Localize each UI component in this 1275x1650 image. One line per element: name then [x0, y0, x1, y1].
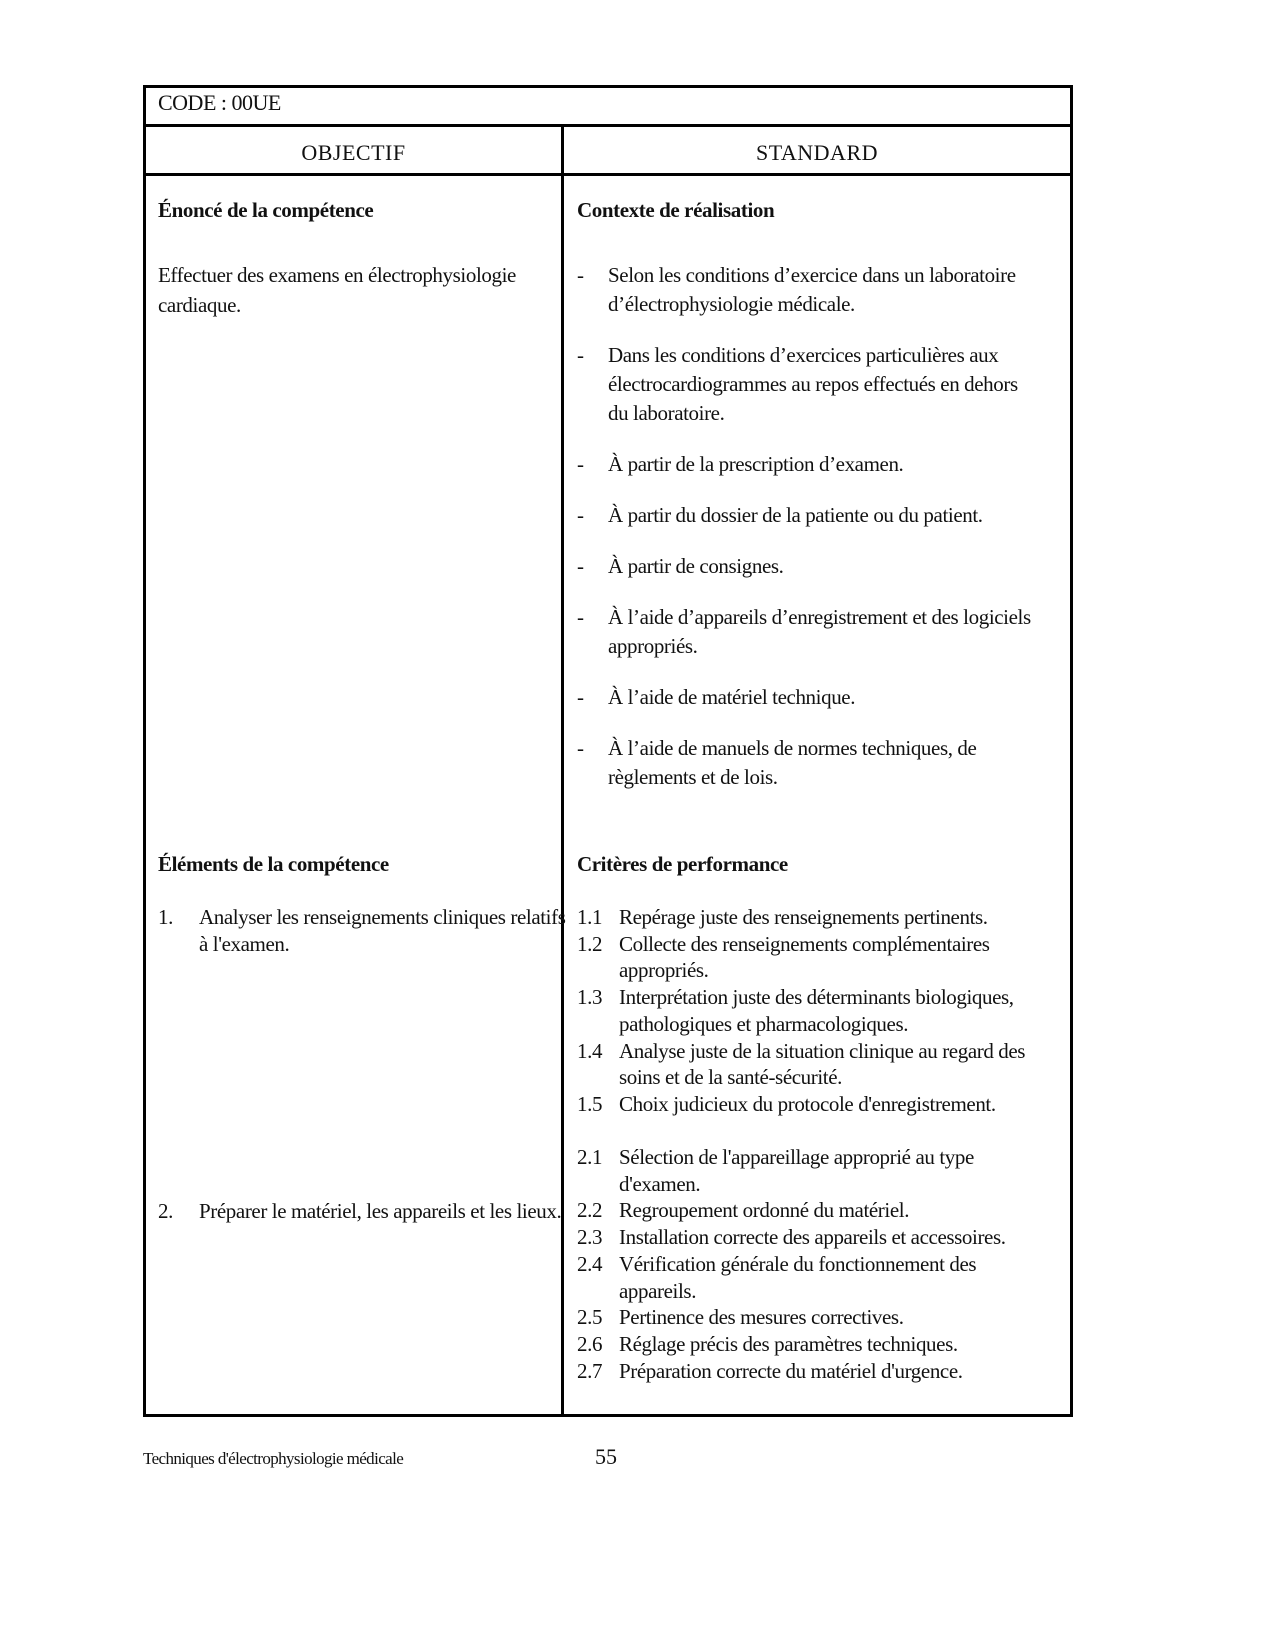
bullet-dash: - [577, 263, 584, 287]
contexte-text: À l’aide de manuels de normes techniques, de règlements et de lois. [608, 736, 977, 789]
critere-item [577, 931, 1037, 984]
critere-text: Interprétation juste des déterminants biologiques, pathologiques et pharmacologiques. [619, 985, 1014, 1036]
contexte-item [577, 261, 1032, 319]
contexte-item [577, 552, 1032, 581]
critere-number: 1.4 [577, 1038, 603, 1063]
contexte-text: À l’aide de matériel technique. [608, 685, 856, 709]
contexte-item [577, 450, 1032, 479]
contexte-item [577, 734, 1032, 792]
critere-text: Regroupement ordonné du matériel. [619, 1198, 910, 1223]
bullet-dash: - [577, 736, 584, 760]
critere-text: Installation correcte des appareils et accessoires. [619, 1225, 1006, 1250]
contexte-text: À partir de la prescription d’examen. [608, 452, 904, 476]
critere-text: Vérification générale du fonctionnement des appareils. [619, 1251, 977, 1303]
code-row [146, 88, 1070, 127]
contexte-list [577, 261, 1032, 814]
critere-text: Choix judicieux du protocole d'enregistrement. [619, 1091, 996, 1116]
critere-number: 2.4 [577, 1251, 603, 1276]
header-objectif: OBJECTIF [146, 127, 561, 176]
bullet-dash: - [577, 685, 584, 709]
critere-text: Analyse juste de la situation clinique au regard des soins et de la santé-sécurité. [619, 1038, 1026, 1090]
critere-item [577, 904, 1037, 931]
critere-text: Collecte des renseignements complémentaires appropriés. [619, 931, 990, 983]
critere-number: 1.1 [577, 905, 603, 929]
contexte-item [577, 683, 1032, 712]
critere-number: 2.6 [577, 1331, 603, 1356]
critere-number: 1.2 [577, 931, 603, 956]
criteres-list-2 [577, 1144, 1037, 1384]
header-standard: STANDARD [564, 127, 1070, 176]
contexte-heading: Contexte de réalisation [577, 198, 775, 222]
critere-item [577, 1091, 1037, 1118]
critere-item [577, 1358, 1037, 1385]
competency-table [143, 85, 1073, 1417]
contexte-text: Dans les conditions d’exercices particulières aux électrocardiogrammes au repos effectués en dehors du laboratoire. [608, 343, 1018, 425]
contexte-item [577, 501, 1032, 530]
critere-number: 2.1 [577, 1145, 603, 1169]
critere-number: 2.3 [577, 1225, 603, 1250]
critere-item [577, 1144, 1037, 1197]
contexte-text: À partir de consignes. [608, 554, 784, 578]
bullet-dash: - [577, 343, 584, 367]
critere-number: 1.3 [577, 985, 603, 1010]
footer-title: Techniques d'électrophysiologie médicale [143, 1449, 404, 1468]
critere-item [577, 984, 1037, 1037]
element-item [158, 1198, 579, 1225]
criteres-list-1 [577, 904, 1037, 1118]
elements-heading: Éléments de la compétence [158, 852, 389, 876]
critere-item [577, 1224, 1037, 1251]
critere-number: 2.7 [577, 1358, 603, 1383]
enonce-text: Effectuer des examens en électrophysiologie cardiaque. [158, 263, 516, 317]
critere-item [577, 1251, 1037, 1304]
element-number: 2. [158, 1199, 173, 1223]
enonce-heading: Énoncé de la compétence [158, 198, 374, 222]
code-label: CODE : 00UE [158, 90, 281, 115]
critere-number: 2.2 [577, 1198, 603, 1223]
critere-text: Réglage précis des paramètres techniques. [619, 1331, 958, 1356]
contexte-item [577, 603, 1032, 661]
critere-text: Repérage juste des renseignements pertinents. [619, 905, 988, 929]
page-number: 55 [595, 1444, 617, 1469]
critere-item [577, 1331, 1037, 1358]
critere-text: Pertinence des mesures correctives. [619, 1305, 904, 1330]
critere-item [577, 1038, 1037, 1091]
element-text: Préparer le matériel, les appareils et les lieux. [199, 1199, 562, 1223]
element-text: Analyser les renseignements cliniques relatifs à l'examen. [199, 905, 566, 956]
criteres-heading: Critères de performance [577, 852, 788, 876]
critere-text: Préparation correcte du matériel d'urgence. [619, 1358, 963, 1383]
critere-item [577, 1197, 1037, 1224]
critere-number: 2.5 [577, 1305, 603, 1330]
contexte-text: Selon les conditions d’exercice dans un laboratoire d’électrophysiologie médicale. [608, 263, 1016, 316]
element-item [158, 904, 579, 958]
contexte-item [577, 341, 1032, 428]
bullet-dash: - [577, 554, 584, 578]
critere-item [577, 1304, 1037, 1331]
critere-number: 1.5 [577, 1091, 603, 1116]
contexte-text: À partir du dossier de la patiente ou du patient. [608, 503, 983, 527]
critere-text: Sélection de l'appareillage approprié au type d'examen. [619, 1145, 974, 1196]
bullet-dash: - [577, 452, 584, 476]
bullet-dash: - [577, 605, 584, 629]
element-number: 1. [158, 905, 173, 929]
contexte-text: À l’aide d’appareils d’enregistrement et des logiciels appropriés. [608, 605, 1031, 658]
bullet-dash: - [577, 503, 584, 527]
